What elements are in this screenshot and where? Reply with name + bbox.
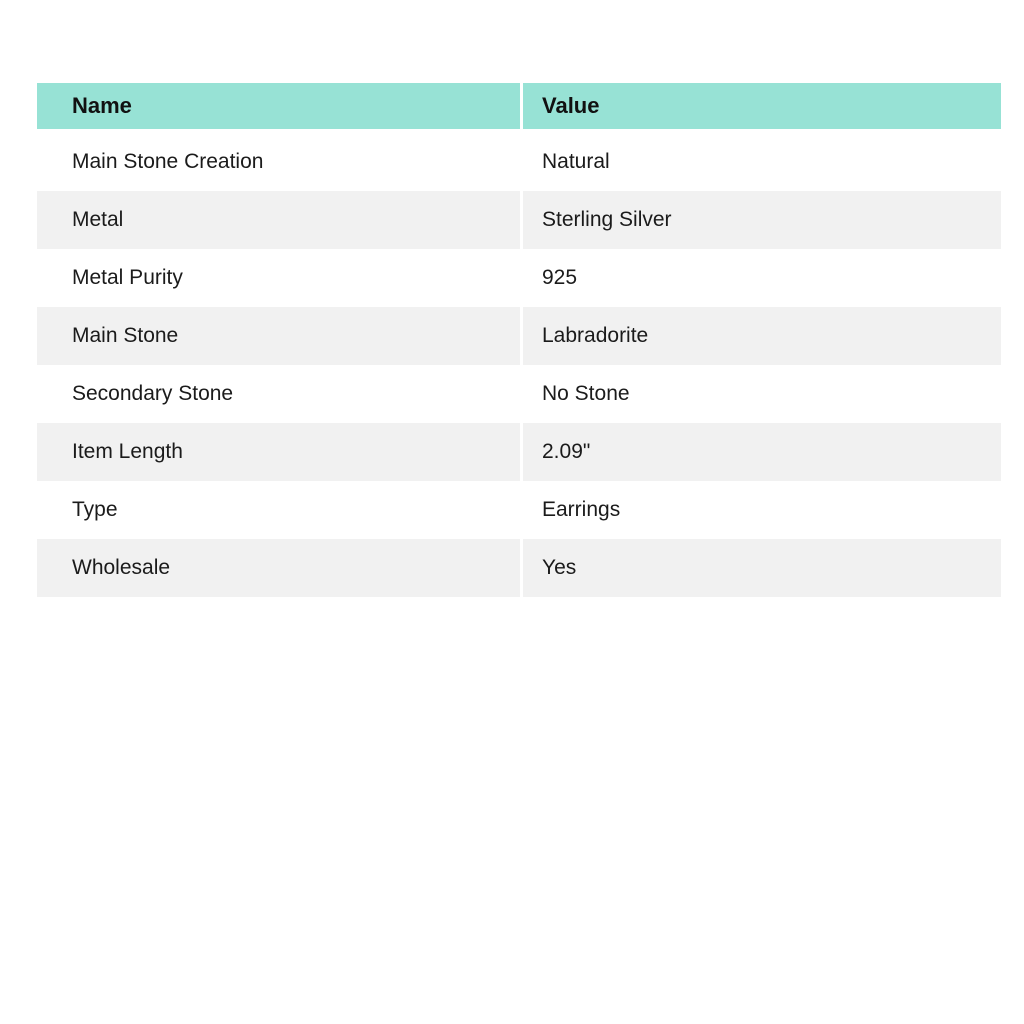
table-row [37, 307, 1001, 365]
attribute-value-cell: Earrings [523, 481, 1001, 539]
attribute-value-cell: Sterling Silver [523, 191, 1001, 249]
attribute-name-cell: Item Length [37, 423, 523, 481]
attribute-name-cell: Main Stone [37, 307, 523, 365]
table-header [37, 83, 1001, 133]
table-body [37, 133, 1001, 597]
column-header-name: Name [37, 83, 523, 133]
table-row [37, 423, 1001, 481]
attribute-value-cell: 925 [523, 249, 1001, 307]
attribute-name-cell: Main Stone Creation [37, 133, 523, 191]
column-header-value: Value [523, 83, 1001, 133]
attribute-value-cell: Natural [523, 133, 1001, 191]
attribute-name-cell: Type [37, 481, 523, 539]
attribute-name-cell: Metal [37, 191, 523, 249]
table-row [37, 481, 1001, 539]
product-attributes-table [37, 83, 1001, 597]
table-row [37, 191, 1001, 249]
attribute-value-cell: Labradorite [523, 307, 1001, 365]
attribute-name-cell: Wholesale [37, 539, 523, 597]
attribute-value-cell: Yes [523, 539, 1001, 597]
attribute-value-cell: No Stone [523, 365, 1001, 423]
table-row [37, 249, 1001, 307]
table-row [37, 365, 1001, 423]
header-row [37, 83, 1001, 133]
table-row [37, 539, 1001, 597]
attribute-name-cell: Secondary Stone [37, 365, 523, 423]
attribute-value-cell: 2.09" [523, 423, 1001, 481]
table-row [37, 133, 1001, 191]
attribute-name-cell: Metal Purity [37, 249, 523, 307]
